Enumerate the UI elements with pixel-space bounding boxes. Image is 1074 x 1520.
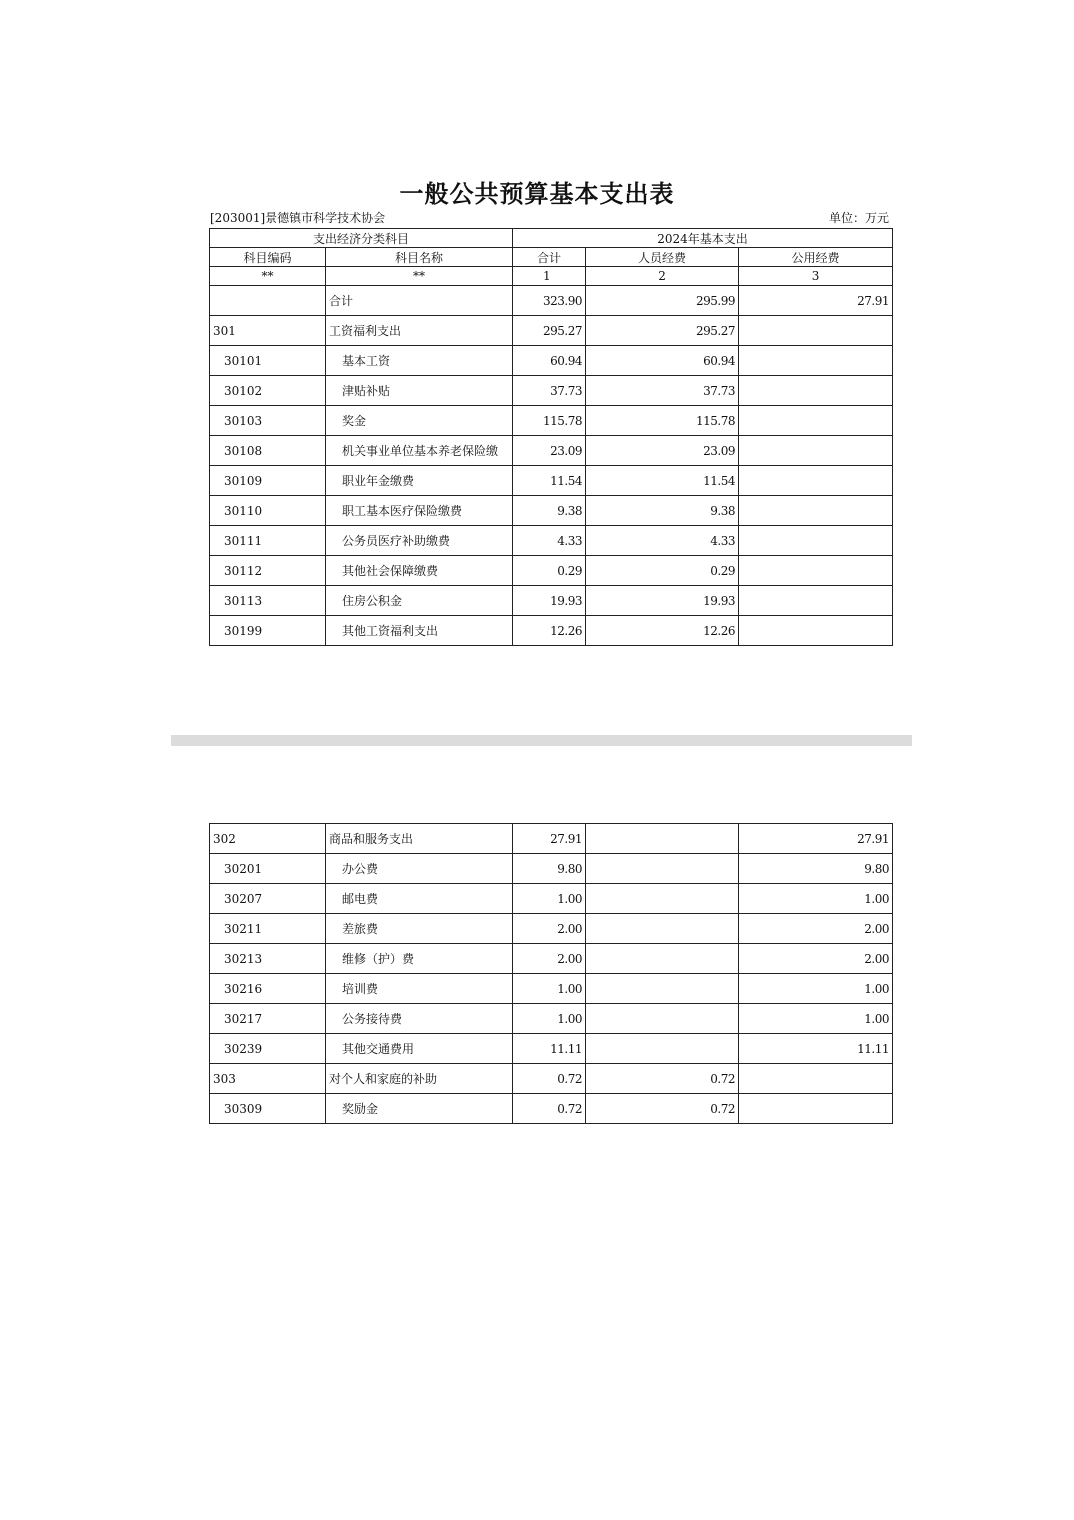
cell-public — [739, 346, 893, 376]
cell-public: 11.11 — [739, 1034, 893, 1064]
cell-total: 60.94 — [513, 346, 586, 376]
cell-personnel: 12.26 — [586, 616, 739, 646]
cell-public: 27.91 — [739, 286, 893, 316]
header-name: 科目名称 — [326, 248, 513, 267]
cell-personnel: 9.38 — [586, 496, 739, 526]
header-idx-total: 1 — [513, 267, 586, 286]
cell-code: 30309 — [210, 1094, 326, 1124]
header-public: 公用经费 — [739, 248, 893, 267]
cell-total: 115.78 — [513, 406, 586, 436]
cell-code: 302 — [210, 824, 326, 854]
cell-code: 30239 — [210, 1034, 326, 1064]
cell-total: 2.00 — [513, 944, 586, 974]
page-title: 一般公共预算基本支出表 — [399, 179, 675, 208]
page-separator — [171, 735, 912, 746]
cell-name: 公务员医疗补助缴费 — [326, 526, 513, 556]
table-row — [210, 556, 893, 586]
cell-code: 30211 — [210, 914, 326, 944]
header-code: 科目编码 — [210, 248, 326, 267]
cell-personnel — [586, 824, 739, 854]
cell-personnel: 0.72 — [586, 1094, 739, 1124]
header-group-left: 支出经济分类科目 — [210, 229, 513, 248]
cell-personnel: 295.99 — [586, 286, 739, 316]
cell-public: 1.00 — [739, 974, 893, 1004]
header-idx-personnel: 2 — [586, 267, 739, 286]
cell-name: 工资福利支出 — [326, 316, 513, 346]
cell-name: 住房公积金 — [326, 586, 513, 616]
table-row — [210, 1004, 893, 1034]
header-mark-code: ** — [210, 267, 326, 286]
cell-personnel: 60.94 — [586, 346, 739, 376]
table-row — [210, 1064, 893, 1094]
cell-public — [739, 616, 893, 646]
cell-code: 30207 — [210, 884, 326, 914]
organization-label: [203001]景德镇市科学技术协会 — [210, 211, 386, 225]
cell-name: 其他交通费用 — [326, 1034, 513, 1064]
cell-name: 津贴补贴 — [326, 376, 513, 406]
cell-total: 11.11 — [513, 1034, 586, 1064]
cell-code — [210, 286, 326, 316]
cell-total: 37.73 — [513, 376, 586, 406]
expenditure-table-page2 — [209, 823, 893, 1124]
cell-personnel: 23.09 — [586, 436, 739, 466]
cell-total: 9.80 — [513, 854, 586, 884]
cell-code: 30101 — [210, 346, 326, 376]
cell-public — [739, 526, 893, 556]
unit-label: 单位：万元 — [828, 211, 889, 225]
cell-code: 30103 — [210, 406, 326, 436]
cell-total: 19.93 — [513, 586, 586, 616]
table-row — [210, 376, 893, 406]
table-row — [210, 316, 893, 346]
cell-total: 1.00 — [513, 884, 586, 914]
cell-code: 30113 — [210, 586, 326, 616]
cell-name: 基本工资 — [326, 346, 513, 376]
table-row — [210, 466, 893, 496]
cell-public — [739, 1094, 893, 1124]
cell-name: 差旅费 — [326, 914, 513, 944]
cell-personnel — [586, 974, 739, 1004]
header-group-row — [210, 229, 893, 248]
cell-total: 2.00 — [513, 914, 586, 944]
table-row — [210, 1094, 893, 1124]
cell-name: 其他社会保障缴费 — [326, 556, 513, 586]
cell-total: 11.54 — [513, 466, 586, 496]
cell-total: 0.29 — [513, 556, 586, 586]
header-total: 合计 — [513, 248, 586, 267]
cell-public — [739, 466, 893, 496]
cell-public: 1.00 — [739, 884, 893, 914]
cell-total: 4.33 — [513, 526, 586, 556]
cell-public — [739, 586, 893, 616]
cell-code: 30112 — [210, 556, 326, 586]
cell-personnel — [586, 944, 739, 974]
cell-personnel — [586, 1004, 739, 1034]
expenditure-table-page1 — [209, 228, 893, 646]
cell-name: 商品和服务支出 — [326, 824, 513, 854]
cell-public — [739, 556, 893, 586]
cell-code: 303 — [210, 1064, 326, 1094]
header-personnel: 人员经费 — [586, 248, 739, 267]
cell-code: 30216 — [210, 974, 326, 1004]
cell-code: 30102 — [210, 376, 326, 406]
cell-total: 295.27 — [513, 316, 586, 346]
cell-personnel: 0.72 — [586, 1064, 739, 1094]
cell-name: 奖励金 — [326, 1094, 513, 1124]
cell-public — [739, 496, 893, 526]
cell-name: 职工基本医疗保险缴费 — [326, 496, 513, 526]
cell-name: 对个人和家庭的补助 — [326, 1064, 513, 1094]
cell-name: 邮电费 — [326, 884, 513, 914]
cell-code: 30111 — [210, 526, 326, 556]
table-row — [210, 406, 893, 436]
cell-code: 30217 — [210, 1004, 326, 1034]
cell-public: 1.00 — [739, 1004, 893, 1034]
table-row — [210, 854, 893, 884]
table-row — [210, 496, 893, 526]
table-row — [210, 944, 893, 974]
cell-total: 23.09 — [513, 436, 586, 466]
header-index-row — [210, 267, 893, 286]
table-row — [210, 884, 893, 914]
cell-code: 30108 — [210, 436, 326, 466]
cell-public: 9.80 — [739, 854, 893, 884]
cell-personnel: 4.33 — [586, 526, 739, 556]
cell-name: 职业年金缴费 — [326, 466, 513, 496]
cell-public — [739, 376, 893, 406]
header-column-row — [210, 248, 893, 267]
table-row — [210, 914, 893, 944]
cell-name: 其他工资福利支出 — [326, 616, 513, 646]
cell-personnel: 19.93 — [586, 586, 739, 616]
table-row — [210, 436, 893, 466]
cell-code: 301 — [210, 316, 326, 346]
header-mark-name: ** — [326, 267, 513, 286]
cell-personnel — [586, 914, 739, 944]
cell-name: 维修（护）费 — [326, 944, 513, 974]
cell-code: 30110 — [210, 496, 326, 526]
table-row — [210, 824, 893, 854]
cell-personnel: 295.27 — [586, 316, 739, 346]
cell-personnel — [586, 1034, 739, 1064]
cell-name: 合计 — [326, 286, 513, 316]
cell-public: 2.00 — [739, 944, 893, 974]
cell-public — [739, 406, 893, 436]
table-row — [210, 526, 893, 556]
cell-public — [739, 436, 893, 466]
table-row — [210, 974, 893, 1004]
cell-personnel: 0.29 — [586, 556, 739, 586]
cell-personnel — [586, 884, 739, 914]
cell-total: 323.90 — [513, 286, 586, 316]
header-group-right: 2024年基本支出 — [513, 229, 893, 248]
cell-public: 27.91 — [739, 824, 893, 854]
table-row — [210, 286, 893, 316]
cell-name: 办公费 — [326, 854, 513, 884]
cell-public — [739, 316, 893, 346]
cell-name: 公务接待费 — [326, 1004, 513, 1034]
cell-public: 2.00 — [739, 914, 893, 944]
cell-code: 30213 — [210, 944, 326, 974]
cell-name: 奖金 — [326, 406, 513, 436]
cell-total: 0.72 — [513, 1064, 586, 1094]
cell-code: 30201 — [210, 854, 326, 884]
header-idx-public: 3 — [739, 267, 893, 286]
table-row — [210, 346, 893, 376]
cell-total: 9.38 — [513, 496, 586, 526]
cell-total: 1.00 — [513, 1004, 586, 1034]
table-row — [210, 1034, 893, 1064]
table-row — [210, 586, 893, 616]
cell-code: 30109 — [210, 466, 326, 496]
cell-personnel: 115.78 — [586, 406, 739, 436]
cell-name: 培训费 — [326, 974, 513, 1004]
cell-public — [739, 1064, 893, 1094]
cell-code: 30199 — [210, 616, 326, 646]
cell-name: 机关事业单位基本养老保险缴 — [326, 436, 513, 466]
cell-total: 27.91 — [513, 824, 586, 854]
cell-total: 0.72 — [513, 1094, 586, 1124]
cell-total: 1.00 — [513, 974, 586, 1004]
cell-personnel: 11.54 — [586, 466, 739, 496]
cell-personnel: 37.73 — [586, 376, 739, 406]
cell-personnel — [586, 854, 739, 884]
cell-total: 12.26 — [513, 616, 586, 646]
table-row — [210, 616, 893, 646]
